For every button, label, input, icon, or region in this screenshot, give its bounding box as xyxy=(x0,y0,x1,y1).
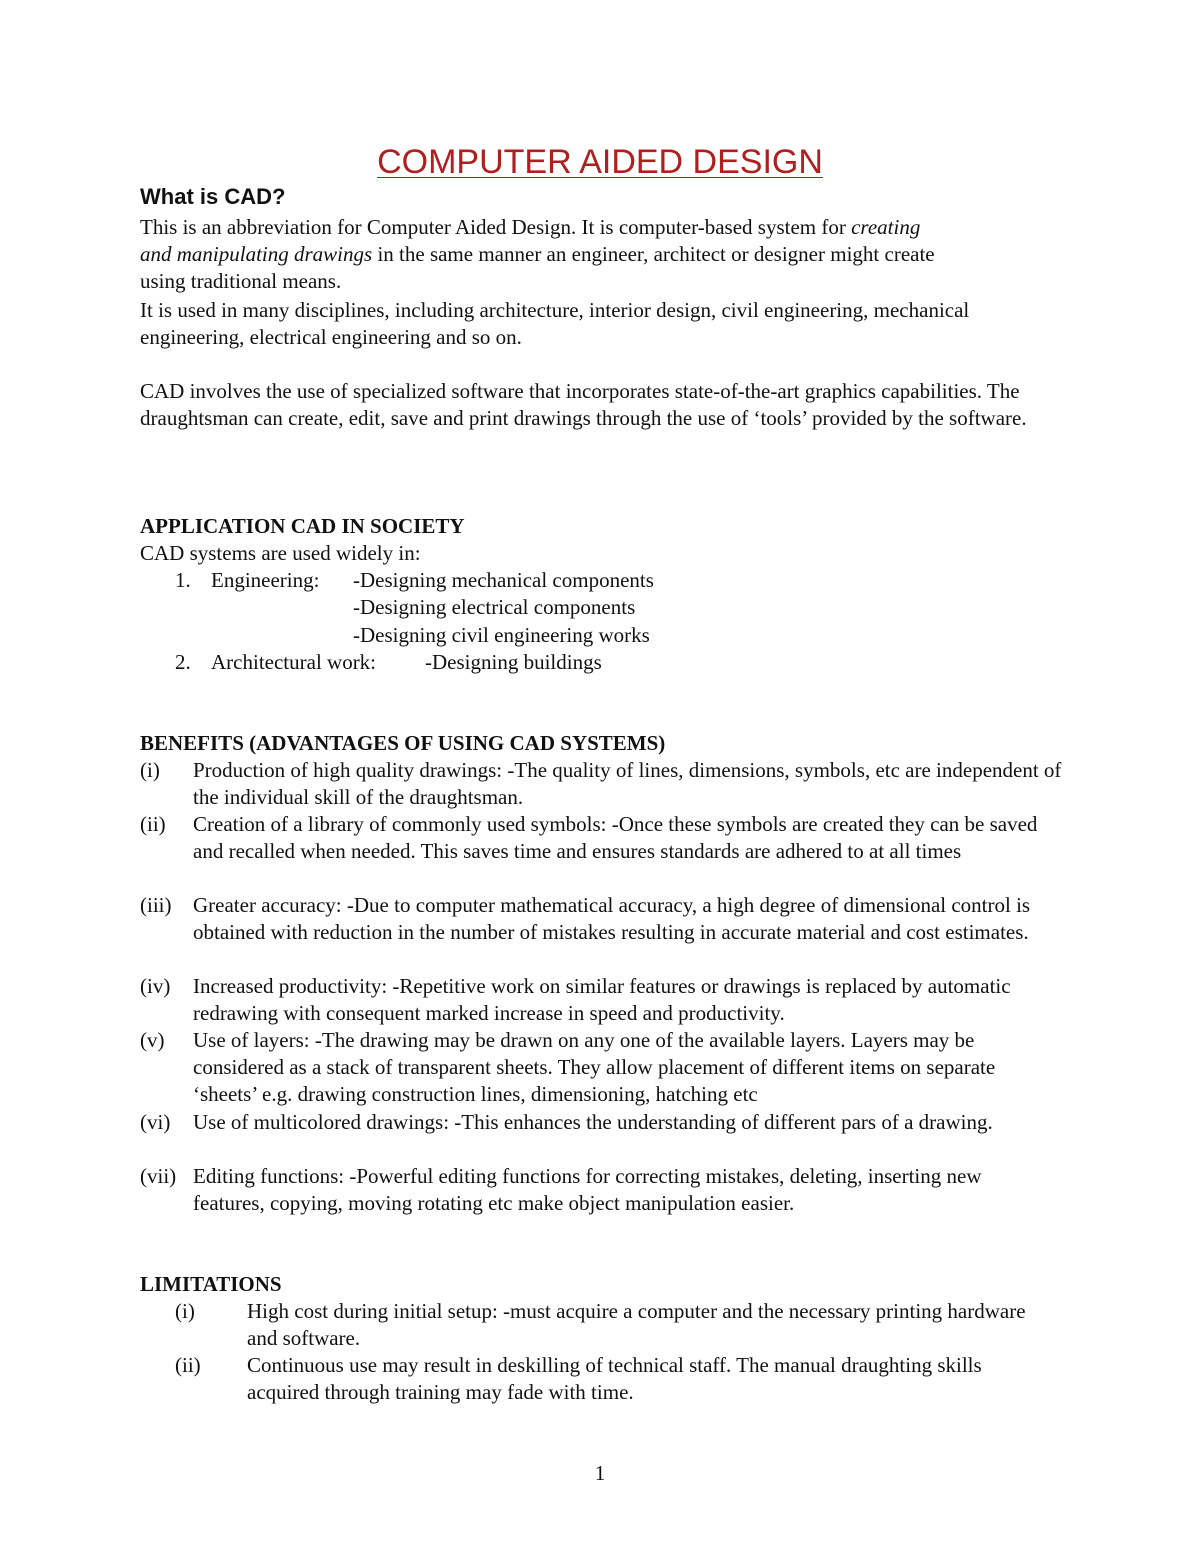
what-is-cad-heading: What is CAD? xyxy=(140,184,286,209)
document-title: COMPUTER AIDED DESIGN xyxy=(377,143,823,181)
benefit-text: Increased productivity: -Repetitive work on similar features or drawings is replaced by automatic redrawing with consequent marked increase in speed and productivity. xyxy=(193,974,1011,1025)
benefit-text: Greater accuracy: -Due to computer mathematical accuracy, a high degree of dimensional control is obtained with reduction in the number of mistakes resulting in accurate material and cost estimates. xyxy=(193,893,1031,944)
limitation-text: Continuous use may result in deskilling of technical staff. The manual draughting skills acquired through training may fade with time. xyxy=(247,1353,982,1404)
limitation-text: High cost during initial setup: -must acquire a computer and the necessary printing hardware and software. xyxy=(247,1299,1026,1350)
page-number: 1 xyxy=(594,1461,606,1485)
application-item-detail: -Designing buildings xyxy=(425,650,602,674)
benefit-number: (iii) xyxy=(140,893,172,917)
application-item-number: 1. xyxy=(175,568,191,592)
application-item-label: Architectural work: xyxy=(211,650,377,674)
benefit-number: (i) xyxy=(140,758,160,782)
application-heading: APPLICATION CAD IN SOCIETY xyxy=(140,514,465,538)
limitations-heading: LIMITATIONS xyxy=(140,1272,282,1296)
application-item-detail: -Designing civil engineering works xyxy=(353,623,650,647)
benefits-heading: BENEFITS (ADVANTAGES OF USING CAD SYSTEMS) xyxy=(140,731,666,755)
application-item-detail: -Designing electrical components xyxy=(353,595,636,619)
p1-italic-manipulating: and manipulating drawings xyxy=(140,242,373,266)
what-is-cad-paragraph-3: CAD involves the use of specialized software that incorporates state-of-the-art graphics capabilities. The draughtsman can create, edit, save and print drawings through the use of ‘tools’ provided by the software. xyxy=(140,379,1027,430)
benefit-text: Use of multicolored drawings: -This enhances the understanding of different pars of a drawing. xyxy=(193,1110,993,1134)
application-item-number: 2. xyxy=(175,650,191,674)
p1-text-b: in the same manner an engineer, architect or designer might create xyxy=(372,242,935,266)
what-is-cad-paragraph-2: It is used in many disciplines, including architecture, interior design, civil engineering, mechanical engineering, electrical engineering and so on. xyxy=(140,298,970,349)
application-intro: CAD systems are used widely in: xyxy=(140,541,421,565)
benefit-number: (v) xyxy=(140,1028,165,1052)
benefit-text: Production of high quality drawings: -The quality of lines, dimensions, symbols, etc are independent of the individual skill of the draughtsman. xyxy=(193,758,1062,809)
benefit-text: Use of layers: -The drawing may be drawn on any one of the available layers. Layers may be considered as a stack of transparent sheets. They allow placement of different items on separate ‘sheets’ e.g. drawing construction lines, dimensioning, hatching etc xyxy=(193,1028,996,1106)
limitation-number: (i) xyxy=(175,1299,195,1323)
benefit-number: (ii) xyxy=(140,812,166,836)
benefit-number: (iv) xyxy=(140,974,171,998)
application-item-detail: -Designing mechanical components xyxy=(353,568,654,592)
application-item-label: Engineering: xyxy=(211,568,320,592)
p1-italic-creating: creating xyxy=(851,215,921,239)
limitation-number: (ii) xyxy=(175,1353,201,1377)
benefit-text: Creation of a library of commonly used symbols: -Once these symbols are created they can be saved and recalled when needed. This saves time and ensures standards are adhered to at all times xyxy=(193,812,1038,863)
what-is-cad-paragraph-1 xyxy=(140,214,1080,295)
benefit-number: (vii) xyxy=(140,1164,177,1188)
benefit-number: (vi) xyxy=(140,1110,171,1134)
p1-text-a: This is an abbreviation for Computer Aided Design. It is computer-based system for xyxy=(140,215,852,239)
p1-text-c: using traditional means. xyxy=(140,269,342,293)
benefit-text: Editing functions: -Powerful editing functions for correcting mistakes, deleting, inserting new features, copying, moving rotating etc make object manipulation easier. xyxy=(193,1164,982,1215)
